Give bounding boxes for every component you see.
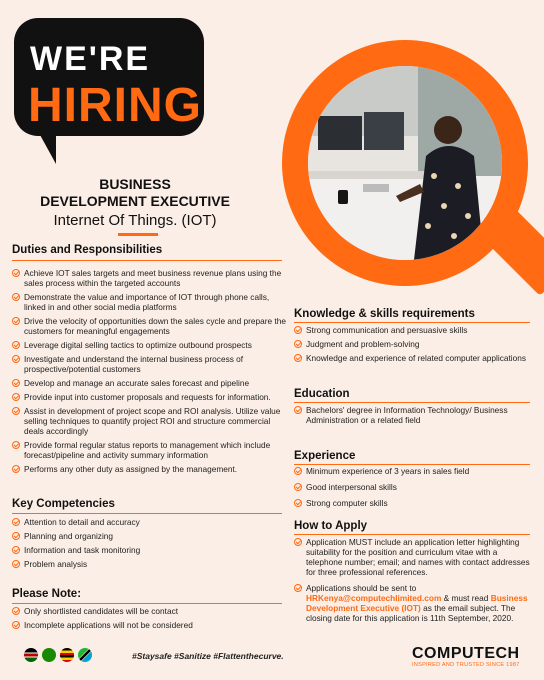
list-item: Knowledge and experience of related computer applications [294,353,530,363]
check-circle-icon [294,354,302,362]
competencies-heading: Key Competencies [12,498,115,510]
check-circle-icon [294,538,302,546]
duties-list [12,268,286,478]
apply-heading: How to Apply [294,520,368,532]
check-circle-icon [294,483,302,491]
competencies-divider [12,513,282,514]
list-item: Minimum experience of 3 years in sales field [294,466,530,476]
job-subtitle: Internet Of Things. (IOT) [53,212,217,229]
magnifier-photo [282,40,528,286]
uganda-flag-icon [60,648,74,662]
check-circle-icon [12,465,20,473]
duties-heading: Duties and Responsibilities [12,244,163,256]
tanzania-flag-icon [78,648,92,662]
list-item: Planning and organizing [12,531,286,541]
check-circle-icon [294,340,302,348]
title-underline [118,233,158,236]
zambia-flag-icon [42,648,56,662]
note-list [12,606,286,634]
banner-line-1: WE'RE [30,40,151,78]
check-circle-icon [12,355,20,363]
job-title-line-1: BUSINESS [99,176,171,192]
job-title-line-2: DEVELOPMENT EXECUTIVE [40,193,230,209]
list-item: Incomplete applications will not be considered [12,620,286,630]
company-logo: COMPUTECH [412,645,520,662]
apply-divider [294,534,530,535]
check-circle-icon [12,441,20,449]
list-item: Develop and manage an accurate sales forecast and pipeline [12,378,286,388]
office-worker-image [308,66,502,260]
list-item: Good interpersonal skills [294,482,530,492]
list-item: Attention to detail and accuracy [12,517,286,527]
knowledge-divider [294,322,530,323]
check-circle-icon [12,621,20,629]
list-item: Drive the velocity of opportunities down the sales cycle and prepare the customers for meaningful engagements [12,316,286,336]
duties-divider [12,260,282,261]
check-circle-icon [12,317,20,325]
check-circle-icon [12,546,20,554]
check-circle-icon [12,518,20,526]
list-item: Investigate and understand the internal business process of prospective/potential customers [12,354,286,374]
check-circle-icon [12,379,20,387]
check-circle-icon [12,607,20,615]
company-tagline: INSPIRED AND TRUSTED SINCE 1987 [412,662,520,668]
experience-divider [294,464,530,465]
apply-email-subject: Business Development Executive (IOT) [306,593,528,613]
list-item: Demonstrate the value and importance of IOT through phone calls, linked in and other social media platforms [12,292,286,312]
banner-line-2: HIRING [28,79,202,132]
education-list [294,405,530,429]
list-item: Judgment and problem-solving [294,339,530,349]
experience-list [294,466,530,512]
list-item: Information and task monitoring [12,545,286,555]
list-item: Application MUST include an application letter highlighting suitability for the position and curriculum vitae with a telephone number; email; and names with contact addresses for three professional references. [294,537,530,577]
list-item: Assist in development of project scope and ROI analysis. Utilize value selling techniques to quantify project ROI and structure commercial deals accordingly [12,406,286,436]
list-item: Bachelors' degree in Information Technology/ Business Administration or a related field [294,405,530,425]
check-circle-icon [294,584,302,592]
list-item: Provide formal regular status reports to management which include forecast/pipeline and activity summary information [12,440,286,460]
list-item: Applications should be sent to HRKenya@computechlimited.com & must read Business Development Executive (IOT) as the email subject. The closing date for this application is 11th September, 2020. [294,583,530,623]
check-circle-icon [12,407,20,415]
competencies-list [12,517,286,573]
note-heading: Please Note: [12,588,82,600]
country-flags [24,648,92,662]
knowledge-heading: Knowledge & skills requirements [294,308,475,320]
list-item: Problem analysis [12,559,286,569]
list-item: Provide input into customer proposals and requests for information. [12,392,286,402]
knowledge-list [294,325,530,367]
check-circle-icon [12,393,20,401]
check-circle-icon [12,293,20,301]
apply-list [294,537,530,627]
kenya-flag-icon [24,648,38,662]
list-item: Strong computer skills [294,498,530,508]
check-circle-icon [294,326,302,334]
check-circle-icon [294,499,302,507]
list-item: Only shortlisted candidates will be contact [12,606,286,616]
list-item: Leverage digital selling tactics to optimize outbound prospects [12,340,286,350]
education-heading: Education [294,388,350,400]
list-item: Performs any other duty as assigned by the management. [12,464,286,474]
note-divider [12,603,282,604]
experience-heading: Experience [294,450,356,462]
education-divider [294,402,530,403]
footer-hashtags: #Staysafe #Sanitize #Flattenthecurve. [132,651,284,661]
check-circle-icon [294,467,302,475]
list-item: Strong communication and persuasive skills [294,325,530,335]
check-circle-icon [12,560,20,568]
check-circle-icon [12,532,20,540]
list-item: Achieve IOT sales targets and meet business revenue plans using the sales process within the targeted accounts [12,268,286,288]
check-circle-icon [294,406,302,414]
check-circle-icon [12,269,20,277]
check-circle-icon [12,341,20,349]
apply-email-link[interactable]: HRKenya@computechlimited.com [306,593,442,603]
job-title [0,176,270,210]
